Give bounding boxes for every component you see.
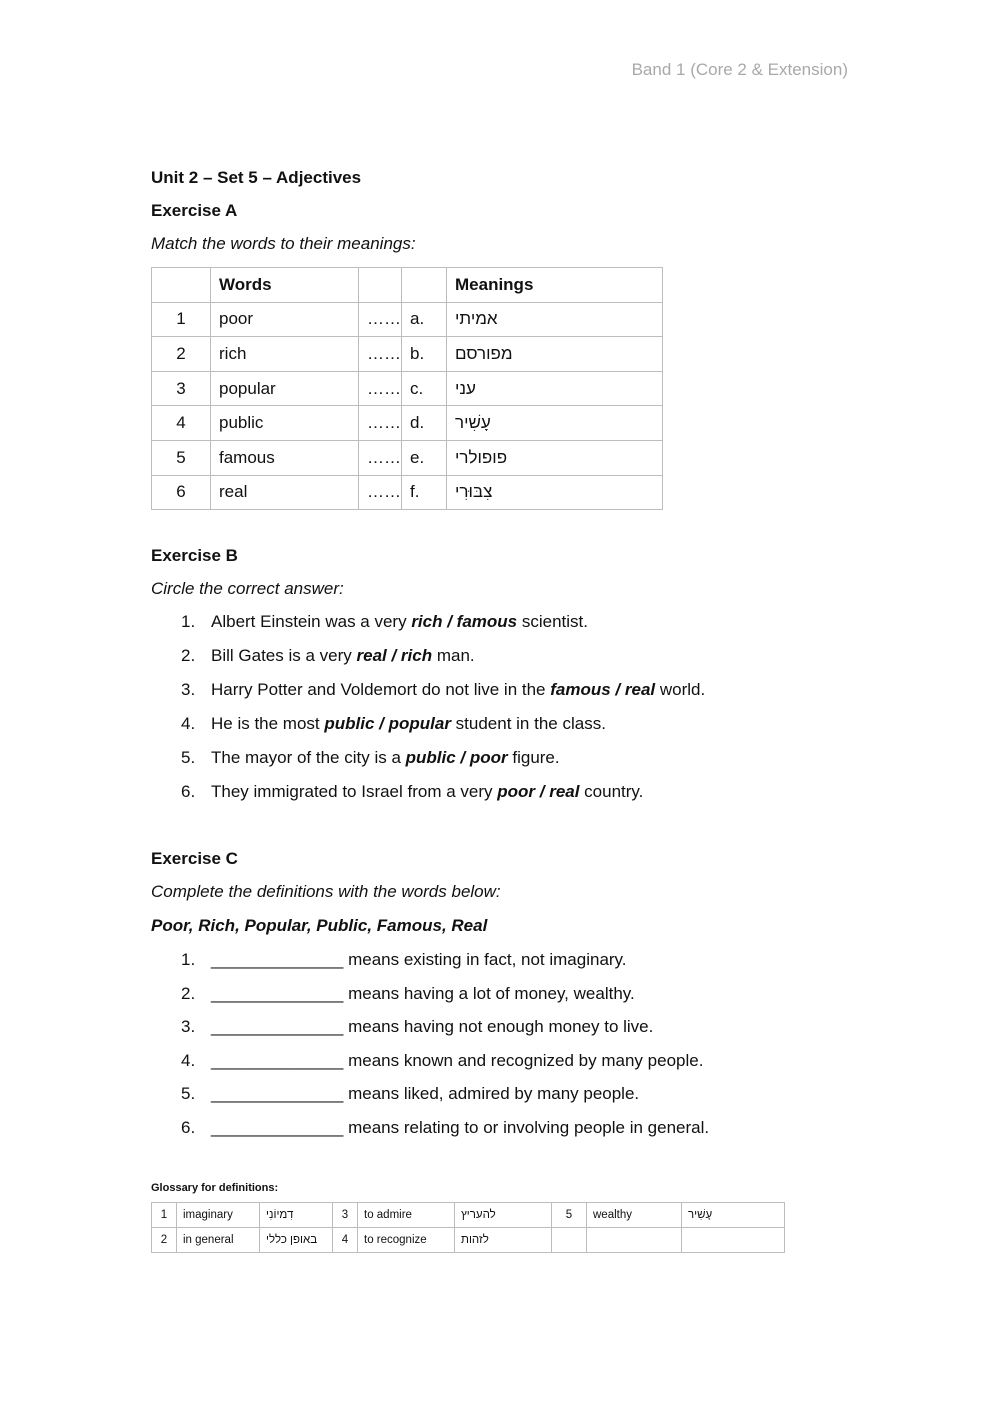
glossary-hebrew: להעריץ — [455, 1202, 552, 1227]
col-meanings-header: Meanings — [447, 268, 663, 303]
sentence-end: figure. — [507, 748, 560, 768]
row-meaning: עני — [455, 378, 476, 398]
answer-blank[interactable]: ______________ — [211, 1084, 344, 1104]
item-number: 4. — [181, 714, 196, 734]
row-number: 1 — [152, 302, 211, 337]
row-letter: f. — [402, 475, 447, 510]
row-letter: e. — [402, 440, 447, 475]
table-row — [152, 371, 663, 406]
answer-choice[interactable]: real / rich — [356, 646, 433, 666]
row-word: rich — [211, 337, 359, 372]
glossary-english: in general — [177, 1227, 260, 1252]
row-word: poor — [211, 302, 359, 337]
answer-blank[interactable]: …… — [359, 406, 402, 441]
answer-choice[interactable]: famous / real — [550, 680, 656, 700]
answer-blank[interactable]: …… — [359, 475, 402, 510]
row-letter: c. — [402, 371, 447, 406]
exercise-a-title: Exercise A — [151, 201, 238, 220]
table-row — [152, 337, 663, 372]
col-words-header: Words — [211, 268, 359, 303]
table-row — [152, 406, 663, 441]
row-meaning: מפורסם — [455, 343, 513, 363]
row-word: popular — [211, 371, 359, 406]
answer-choice[interactable]: poor / real — [497, 782, 580, 802]
list-item — [151, 646, 851, 666]
list-item — [151, 680, 851, 700]
list-item — [151, 1084, 851, 1104]
item-number: 3. — [181, 680, 196, 700]
row-number: 2 — [152, 337, 211, 372]
sentence-end: world. — [655, 680, 706, 700]
list-item — [151, 1051, 851, 1071]
answer-choice[interactable]: public / poor — [405, 748, 508, 768]
table-header-row — [152, 268, 663, 303]
glossary-number — [552, 1227, 587, 1252]
table-row — [152, 302, 663, 337]
row-word: public — [211, 406, 359, 441]
sentence-start: He is the most — [211, 714, 325, 734]
exercise-a-instruction: Match the words to their meanings: — [151, 234, 416, 253]
unit-title: Unit 2 – Set 5 – Adjectives — [151, 168, 362, 187]
answer-blank[interactable]: …… — [359, 302, 402, 337]
row-meaning: צִבּוּרִי — [455, 482, 493, 502]
item-number: 1. — [181, 950, 196, 970]
sentence-start: Harry Potter and Voldemort do not live in the — [211, 680, 551, 700]
sentence-start: Albert Einstein was a very — [211, 612, 412, 632]
list-item — [151, 612, 851, 632]
table-row — [152, 440, 663, 475]
glossary-number: 3 — [333, 1202, 358, 1227]
exercise-c-title: Exercise C — [151, 849, 238, 869]
glossary-table — [151, 1202, 785, 1253]
definition-text: means existing in fact, not imaginary. — [343, 950, 627, 970]
row-meaning: עָשִׁיר — [455, 413, 491, 433]
row-number: 3 — [152, 371, 211, 406]
sentence-end: man. — [432, 646, 475, 666]
exercise-b-list — [151, 612, 851, 802]
glossary-english: to recognize — [358, 1227, 455, 1252]
list-item — [151, 782, 851, 802]
definition-text: means having not enough money to live. — [343, 1017, 654, 1037]
row-letter: b. — [402, 337, 447, 372]
glossary-hebrew — [682, 1227, 785, 1252]
exercise-c-instruction: Complete the definitions with the words below: — [151, 882, 501, 902]
glossary-english: imaginary — [177, 1202, 260, 1227]
answer-blank[interactable]: …… — [359, 440, 402, 475]
worksheet — [151, 168, 851, 1253]
row-word: famous — [211, 440, 359, 475]
glossary-number: 5 — [552, 1202, 587, 1227]
answer-choice[interactable]: rich / famous — [411, 612, 518, 632]
item-number: 5. — [181, 1084, 196, 1104]
word-bank: Poor, Rich, Popular, Public, Famous, Real — [151, 916, 488, 936]
item-number: 4. — [181, 1050, 196, 1070]
definition-text: means having a lot of money, wealthy. — [343, 983, 635, 1003]
table-row — [152, 1227, 785, 1252]
matching-table — [151, 267, 663, 510]
definition-text: means relating to or involving people in general. — [343, 1117, 710, 1137]
sentence-start: They immigrated to Israel from a very — [211, 782, 498, 802]
glossary-english — [587, 1227, 682, 1252]
answer-blank[interactable]: ______________ — [211, 1017, 344, 1037]
answer-blank[interactable]: ______________ — [211, 1050, 344, 1070]
table-row — [152, 475, 663, 510]
glossary-english: to admire — [358, 1202, 455, 1227]
list-item — [151, 748, 851, 768]
sentence-start: Bill Gates is a very — [211, 646, 357, 666]
answer-blank[interactable]: ______________ — [211, 983, 344, 1003]
answer-blank[interactable]: ______________ — [211, 950, 344, 970]
glossary-number: 4 — [333, 1227, 358, 1252]
item-number: 2. — [181, 983, 196, 1003]
row-word: real — [211, 475, 359, 510]
answer-blank[interactable]: …… — [359, 371, 402, 406]
glossary-hebrew: לזהות — [455, 1227, 552, 1252]
item-number: 3. — [181, 1017, 196, 1037]
exercise-c-list — [151, 950, 851, 1138]
glossary-hebrew: דִמיוֹנִי — [260, 1202, 333, 1227]
item-number: 6. — [181, 782, 196, 802]
sentence-end: scientist. — [517, 612, 588, 632]
row-number: 5 — [152, 440, 211, 475]
row-letter: d. — [402, 406, 447, 441]
glossary-title: Glossary for definitions: — [151, 1181, 279, 1194]
definition-text: means liked, admired by many people. — [343, 1084, 640, 1104]
exercise-b-instruction: Circle the correct answer: — [151, 579, 344, 599]
row-letter: a. — [402, 302, 447, 337]
list-item — [151, 714, 851, 734]
definition-text: means known and recognized by many people. — [343, 1050, 704, 1070]
glossary-english: wealthy — [587, 1202, 682, 1227]
item-number: 5. — [181, 748, 196, 768]
sentence-end: country. — [579, 782, 644, 802]
sentence-start: The mayor of the city is a — [211, 748, 406, 768]
glossary-hebrew: באופן כללי — [260, 1227, 333, 1252]
row-number: 4 — [152, 406, 211, 441]
glossary-number: 1 — [152, 1202, 177, 1227]
item-number: 1. — [181, 612, 196, 632]
row-number: 6 — [152, 475, 211, 510]
answer-blank[interactable]: …… — [359, 337, 402, 372]
exercise-b-title: Exercise B — [151, 546, 238, 566]
row-meaning: אמיתי — [455, 309, 498, 329]
glossary-number: 2 — [152, 1227, 177, 1252]
sentence-end: student in the class. — [450, 714, 606, 734]
list-item — [151, 1118, 851, 1138]
header-band-label: Band 1 (Core 2 & Extension) — [631, 60, 848, 79]
answer-choice[interactable]: public / popular — [324, 714, 451, 734]
list-item — [151, 984, 851, 1004]
item-number: 2. — [181, 646, 196, 666]
list-item — [151, 1017, 851, 1037]
glossary-hebrew: עָשִׁיר — [682, 1202, 785, 1227]
list-item — [151, 950, 851, 970]
row-meaning: פופולרי — [455, 447, 508, 467]
answer-blank[interactable]: ______________ — [211, 1117, 344, 1137]
item-number: 6. — [181, 1117, 196, 1137]
table-row — [152, 1202, 785, 1227]
